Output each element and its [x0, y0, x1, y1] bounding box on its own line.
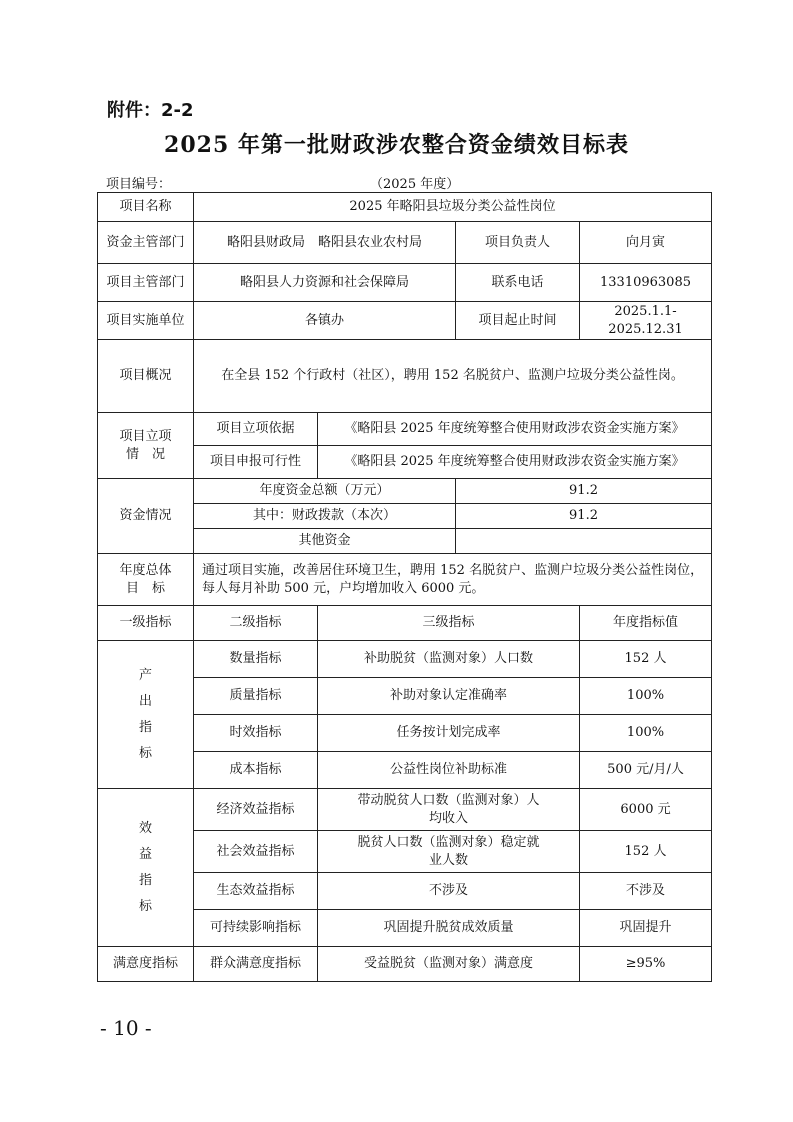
feasibility-label: 项目申报可行性	[194, 446, 318, 479]
output-value-4: 500 元/月/人	[580, 752, 712, 789]
phone-value: 13310963085	[580, 264, 712, 302]
row-approval-basis	[98, 413, 712, 446]
page-number: - 10 -	[100, 1016, 152, 1040]
header-level3: 三级指标	[318, 606, 580, 641]
fund-total-value: 91.2	[456, 479, 712, 504]
row-project-dept	[98, 264, 712, 302]
satisfaction-level2: 群众满意度指标	[194, 947, 318, 982]
fund-dept-label: 资金主管部门	[98, 222, 194, 264]
approval-basis-value: 《略阳县 2025 年度统筹整合使用财政涉农资金实施方案》	[318, 413, 712, 446]
output-value-2: 100%	[580, 678, 712, 715]
row-overview	[98, 340, 712, 413]
row-annual-goal	[98, 554, 712, 606]
attachment-label: 附件：2-2	[107, 100, 194, 121]
project-dept-value: 略阳县人力资源和社会保障局	[194, 264, 456, 302]
goal-label-line1: 年度总体	[119, 562, 172, 578]
row-indicator-headers	[98, 606, 712, 641]
funds-label: 资金情况	[98, 479, 194, 554]
fund-fiscal-value: 91.2	[456, 504, 712, 529]
period-value: 2025.1.1-2025.12.31	[580, 302, 712, 340]
leader-label: 项目负责人	[456, 222, 580, 264]
output-level3-1: 补助脱贫（监测对象）人口数	[318, 641, 580, 678]
benefit-level2-2: 社会效益指标	[194, 831, 318, 873]
performance-target-table	[97, 192, 712, 982]
project-name-label: 项目名称	[98, 193, 194, 222]
benefit-level3-2-line2: 业人数	[428, 852, 468, 868]
benefit-value-2: 152 人	[580, 831, 712, 873]
header-level1: 一级指标	[98, 606, 194, 641]
output-level3-3: 任务按计划完成率	[318, 715, 580, 752]
output-level3-4: 公益性岗位补助标准	[318, 752, 580, 789]
benefit-level3-2	[318, 831, 580, 873]
row-benefit-1	[98, 789, 712, 831]
output-level2-1: 数量指标	[194, 641, 318, 678]
output-level2-4: 成本指标	[194, 752, 318, 789]
output-char-2: 出	[138, 693, 152, 709]
fund-fiscal-label: 其中：财政拨款（本次）	[194, 504, 456, 529]
benefit-char-3: 指	[138, 872, 152, 888]
leader-value: 向月寅	[580, 222, 712, 264]
project-number-label: 项目编号：	[106, 177, 172, 192]
output-value-1: 152 人	[580, 641, 712, 678]
output-level2-3: 时效指标	[194, 715, 318, 752]
year-label: （2025 年度）	[370, 177, 460, 192]
satisfaction-value: ≥95%	[580, 947, 712, 982]
benefit-level2-4: 可持续影响指标	[194, 910, 318, 947]
row-satisfaction	[98, 947, 712, 982]
benefit-level3-2-line1: 脱贫人口数（监测对象）稳定就	[357, 834, 540, 850]
row-fund-total	[98, 479, 712, 504]
header-value: 年度指标值	[580, 606, 712, 641]
impl-unit-value: 各镇办	[194, 302, 456, 340]
benefit-level2-3: 生态效益指标	[194, 873, 318, 910]
satisfaction-level3: 受益脱贫（监测对象）满意度	[318, 947, 580, 982]
project-dept-label: 项目主管部门	[98, 264, 194, 302]
period-label: 项目起止时间	[456, 302, 580, 340]
benefit-level2-1: 经济效益指标	[194, 789, 318, 831]
output-level2-2: 质量指标	[194, 678, 318, 715]
project-name-value: 2025 年略阳县垃圾分类公益性岗位	[194, 193, 712, 222]
row-fund-dept	[98, 222, 712, 264]
output-char-1: 产	[138, 667, 152, 683]
benefit-value-4: 巩固提升	[580, 910, 712, 947]
goal-label	[98, 554, 194, 606]
row-project-name	[98, 193, 712, 222]
benefit-level3-1	[318, 789, 580, 831]
row-output-1	[98, 641, 712, 678]
overview-text: 在全县 152 个行政村（社区），聘用 152 名脱贫户、监测户垃圾分类公益性岗。	[194, 340, 712, 413]
goal-text: 通过项目实施，改善居住环境卫生，聘用 152 名脱贫户、监测户垃圾分类公益性岗位，每人每月补助 500 元，户均增加收入 6000 元。	[194, 554, 712, 606]
fund-other-label: 其他资金	[194, 529, 456, 554]
satisfaction-label: 满意度指标	[98, 947, 194, 982]
fund-other-value	[456, 529, 712, 554]
approval-label-line1: 项目立项	[119, 428, 172, 444]
benefit-value-1: 6000 元	[580, 789, 712, 831]
output-char-3: 指	[138, 719, 152, 735]
benefit-level3-1-line2: 均收入	[428, 810, 468, 826]
benefit-level3-4: 巩固提升脱贫成效质量	[318, 910, 580, 947]
benefit-char-4: 标	[138, 898, 152, 914]
output-char-4: 标	[138, 745, 152, 761]
impl-unit-label: 项目实施单位	[98, 302, 194, 340]
benefit-level3-1-line1: 带动脱贫人口数（监测对象）人	[357, 792, 540, 808]
approval-label	[98, 413, 194, 479]
header-level2: 二级指标	[194, 606, 318, 641]
output-value-3: 100%	[580, 715, 712, 752]
output-level3-2: 补助对象认定准确率	[318, 678, 580, 715]
benefit-level3-3: 不涉及	[318, 873, 580, 910]
phone-label: 联系电话	[456, 264, 580, 302]
output-label	[98, 641, 194, 789]
benefit-value-3: 不涉及	[580, 873, 712, 910]
benefit-char-2: 益	[138, 846, 152, 862]
approval-label-line2: 情 况	[125, 446, 165, 462]
overview-label: 项目概况	[98, 340, 194, 413]
goal-label-line2: 目 标	[125, 580, 165, 596]
fund-total-label: 年度资金总额（万元）	[194, 479, 456, 504]
row-impl-unit	[98, 302, 712, 340]
fund-dept-value: 略阳县财政局 略阳县农业农村局	[194, 222, 456, 264]
benefit-char-1: 效	[138, 820, 152, 836]
feasibility-value: 《略阳县 2025 年度统筹整合使用财政涉农资金实施方案》	[318, 446, 712, 479]
approval-basis-label: 项目立项依据	[194, 413, 318, 446]
benefit-label	[98, 789, 194, 947]
page-title: 2025 年第一批财政涉农整合资金绩效目标表	[164, 132, 629, 158]
